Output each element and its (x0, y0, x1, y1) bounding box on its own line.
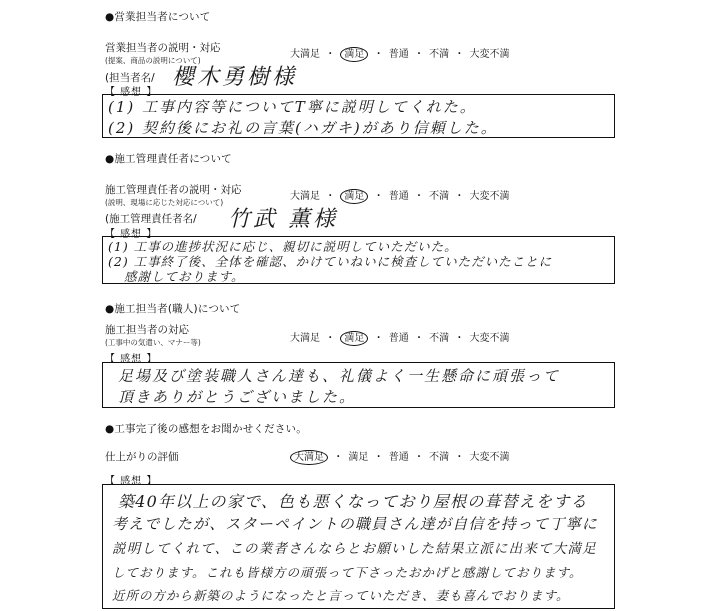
rating-option: 不満 (429, 333, 450, 344)
item-label-manager: 施工管理責任者の説明・対応 (105, 184, 242, 196)
comment-line: (2) 契約後にお礼の言葉(ハガキ)があり信頼した。 (108, 119, 498, 137)
rating-option: 大満足 (290, 191, 320, 202)
person-name-sales: 櫻木勇樹様 (172, 65, 298, 90)
rating-option: 不満 (429, 191, 450, 202)
rating-scale-sales: 大満足 ・ 満足 ・ 普通 ・ 不満 ・ 大変不満 (290, 49, 510, 60)
rating-option: 大満足 (290, 49, 320, 60)
rating-option: 不満 (429, 49, 450, 60)
rating-scale-manager: 大満足 ・ 満足 ・ 普通 ・ 不満 ・ 大変不満 (290, 191, 510, 202)
rating-option-selected: 満足 (340, 189, 368, 204)
rating-option: 大変不満 (469, 452, 510, 463)
comment-line: しております。これも皆様方の頑張って下さったおかげと感謝しております。 (112, 565, 583, 580)
comment-line: 近所の方から新築のようになったと言っていただき、妻も喜んでおります。 (112, 588, 570, 603)
rating-option: 普通 (388, 191, 409, 202)
kanso-label: 【 感想 】 (105, 354, 158, 365)
kanso-label: 【 感想 】 (105, 476, 158, 487)
section-heading-manager: ●施工管理責任者について (105, 153, 232, 165)
section-heading-sales: ●営業担当者について (105, 11, 211, 23)
comment-line: 感謝しております。 (124, 269, 245, 284)
kanso-label: 【 感想 】 (105, 87, 158, 98)
person-name-manager: 竹武 薫様 (228, 207, 338, 232)
rating-option: 大変不満 (469, 333, 510, 344)
comment-line: 頂きありがとうございました。 (118, 388, 357, 406)
item-sub-craftsman: (工事中の気遣い、マナー等) (105, 338, 201, 347)
rating-option-selected: 大満足 (290, 450, 328, 465)
rating-option: 満足 (348, 452, 369, 463)
comment-line: 足場及び塗装職人さん達も、礼儀よく一生懸命に頑張って (118, 367, 561, 385)
item-sub-sales: (提案、商品の説明について) (105, 56, 201, 65)
comment-line: (1) 工事の進捗状況に応じ、親切に説明していただいた。 (108, 239, 458, 254)
rating-option: 大変不満 (469, 49, 510, 60)
rating-option: 大変不満 (469, 191, 510, 202)
person-label-sales: (担当者名/ (105, 72, 155, 84)
comment-line: 説明してくれて、この業者さんならとお願いした結果立派に出来て大満足 (112, 541, 597, 557)
item-label-sales: 営業担当者の説明・対応 (105, 42, 221, 54)
section-heading-craftsman: ●施工担当者(職人)について (105, 303, 241, 315)
rating-option: 不満 (429, 452, 450, 463)
rating-option: 大満足 (290, 333, 320, 344)
comment-line: 考えでしたが、スターペイントの職員さん達が自信を持って丁寧に (112, 515, 599, 533)
rating-option: 普通 (388, 452, 409, 463)
person-label-manager: (施工管理責任者名/ (105, 213, 197, 225)
kanso-label: 【 感想 】 (105, 229, 158, 240)
rating-option-selected: 満足 (340, 331, 368, 346)
rating-option-selected: 満足 (340, 47, 368, 62)
rating-scale-finish: 大満足 ・ 満足 ・ 普通 ・ 不満 ・ 大変不満 (290, 448, 510, 465)
rating-option: 普通 (388, 333, 409, 344)
rating-option: 普通 (388, 49, 409, 60)
comment-line: (2) 工事終了後、全体を確認、かけていねいに検査していただいたことに (108, 254, 553, 269)
item-label-finish: 仕上がりの評価 (105, 451, 179, 463)
section-heading-completion: ●工事完了後の感想をお聞かせください。 (105, 423, 307, 435)
item-label-craftsman: 施工担当者の対応 (105, 324, 189, 336)
comment-line: 築40年以上の家で、色も悪くなっており屋根の葺替えをする (118, 492, 588, 511)
comment-line: (1) 工事内容等についてT寧に説明してくれた。 (108, 98, 477, 116)
rating-scale-craftsman: 大満足 ・ 満足 ・ 普通 ・ 不満 ・ 大変不満 (290, 333, 510, 344)
item-sub-manager: (説明、現場に応じた対応について) (105, 198, 224, 207)
